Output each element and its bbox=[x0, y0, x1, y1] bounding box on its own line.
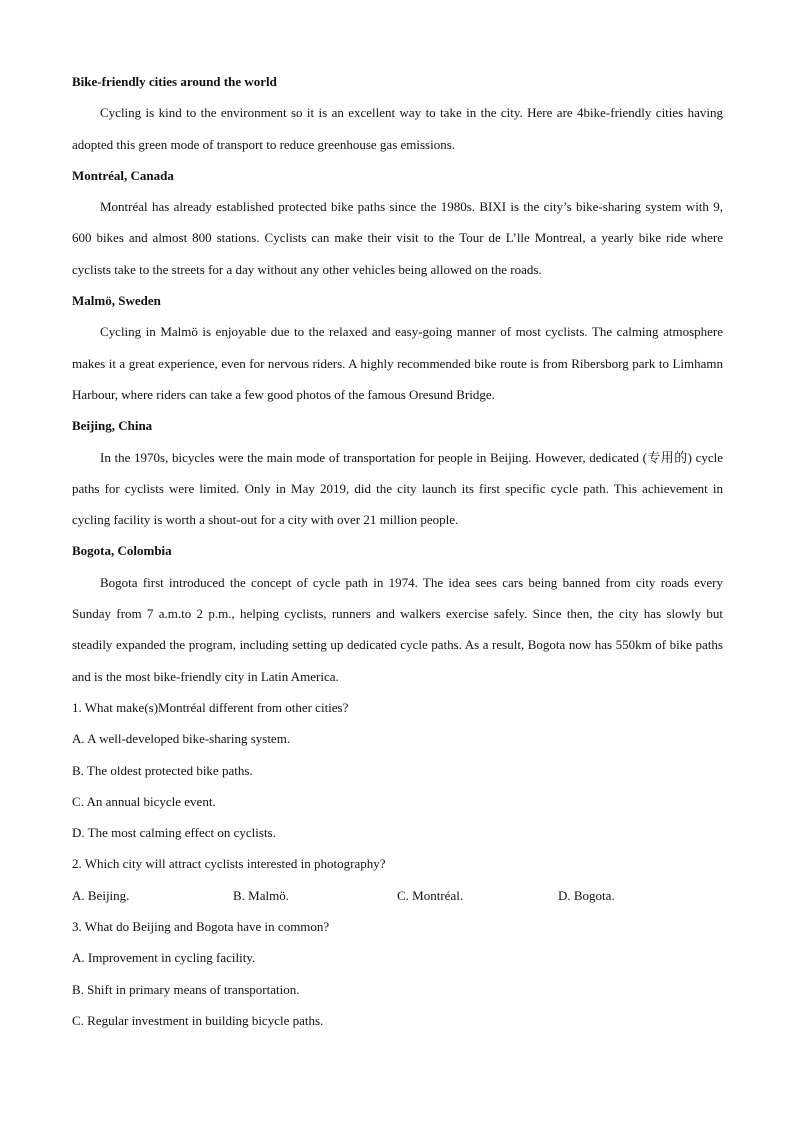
question-1-stem: 1. What make(s)Montréal different from other cities? bbox=[72, 699, 349, 715]
question-2-option-c: C. Montréal. bbox=[397, 887, 464, 903]
question-1-option-a: A. A well-developed bike-sharing system. bbox=[72, 731, 291, 747]
question-3-option-b: B. Shift in primary means of transportation. bbox=[72, 981, 300, 997]
question-3-option-c: C. Regular investment in building bicycle paths. bbox=[72, 1012, 324, 1028]
question-1-option-c: C. An annual bicycle event. bbox=[72, 793, 216, 809]
question-2-option-d: D. Bogota. bbox=[558, 887, 615, 903]
section-text-bogota: Bogota first introduced the concept of cycle path in 1974. The idea sees cars being banned from city roads every Sunday from 7 a.m.to 2 p.m., helping cyclists, runners and walkers exercise safely. Since then, the city has slowly but steadily expanded the program, including setting up dedicated cycle paths. As a result, Bogota now has 550km of bike paths and is the most bike-friendly city in Latin America. bbox=[72, 574, 723, 684]
question-2-option-b: B. Malmö. bbox=[233, 887, 289, 903]
question-1-option-d: D. The most calming effect on cyclists. bbox=[72, 825, 276, 841]
intro-paragraph: Cycling is kind to the environment so it is an excellent way to take in the city. Here are 4bike-friendly cities having adopted this green mode of transport to reduce greenhouse gas emissions. bbox=[72, 105, 723, 152]
question-2-options bbox=[72, 880, 723, 911]
section-heading-malmo: Malmö, Sweden bbox=[72, 293, 161, 309]
section-heading-montreal: Montréal, Canada bbox=[72, 167, 174, 183]
article-title: Bike-friendly cities around the world bbox=[72, 74, 277, 89]
section-heading-bogota: Bogota, Colombia bbox=[72, 543, 172, 559]
question-1-option-b: B. The oldest protected bike paths. bbox=[72, 762, 253, 778]
question-3-option-a: A. Improvement in cycling facility. bbox=[72, 950, 256, 966]
question-2-option-a: A. Beijing. bbox=[72, 887, 130, 903]
question-2-stem: 2. Which city will attract cyclists interested in photography? bbox=[72, 856, 386, 872]
document-page bbox=[72, 66, 723, 1036]
question-3-stem: 3. What do Beijing and Bogota have in common? bbox=[72, 919, 330, 935]
section-heading-beijing: Beijing, China bbox=[72, 418, 153, 434]
section-text-montreal: Montréal has already established protected bike paths since the 1980s. BIXI is the city’s bike-sharing system with 9, 600 bikes and almost 800 stations. Cyclists can make their visit to the Tour de L’lle Montreal, a yearly bike ride where cyclists take to the streets for a day without any other vehicles being allowed on the roads. bbox=[72, 199, 723, 277]
section-text-malmo: Cycling in Malmö is enjoyable due to the relaxed and easy-going manner of most cyclists. The calming atmosphere makes it a great experience, even for nervous riders. A highly recommended bike route is from Ribersborg park to Limhamn Harbour, where riders can take a few good photos of the famous Oresund Bridge. bbox=[72, 324, 723, 402]
section-text-beijing: In the 1970s, bicycles were the main mode of transportation for people in Beijing. However, dedicated (专用的) cycle paths for cyclists were limited. Only in May 2019, did the city launch its first specific cycle path. This achievement in cycling facility is worth a shout-out for a city with over 21 million people. bbox=[72, 449, 723, 528]
